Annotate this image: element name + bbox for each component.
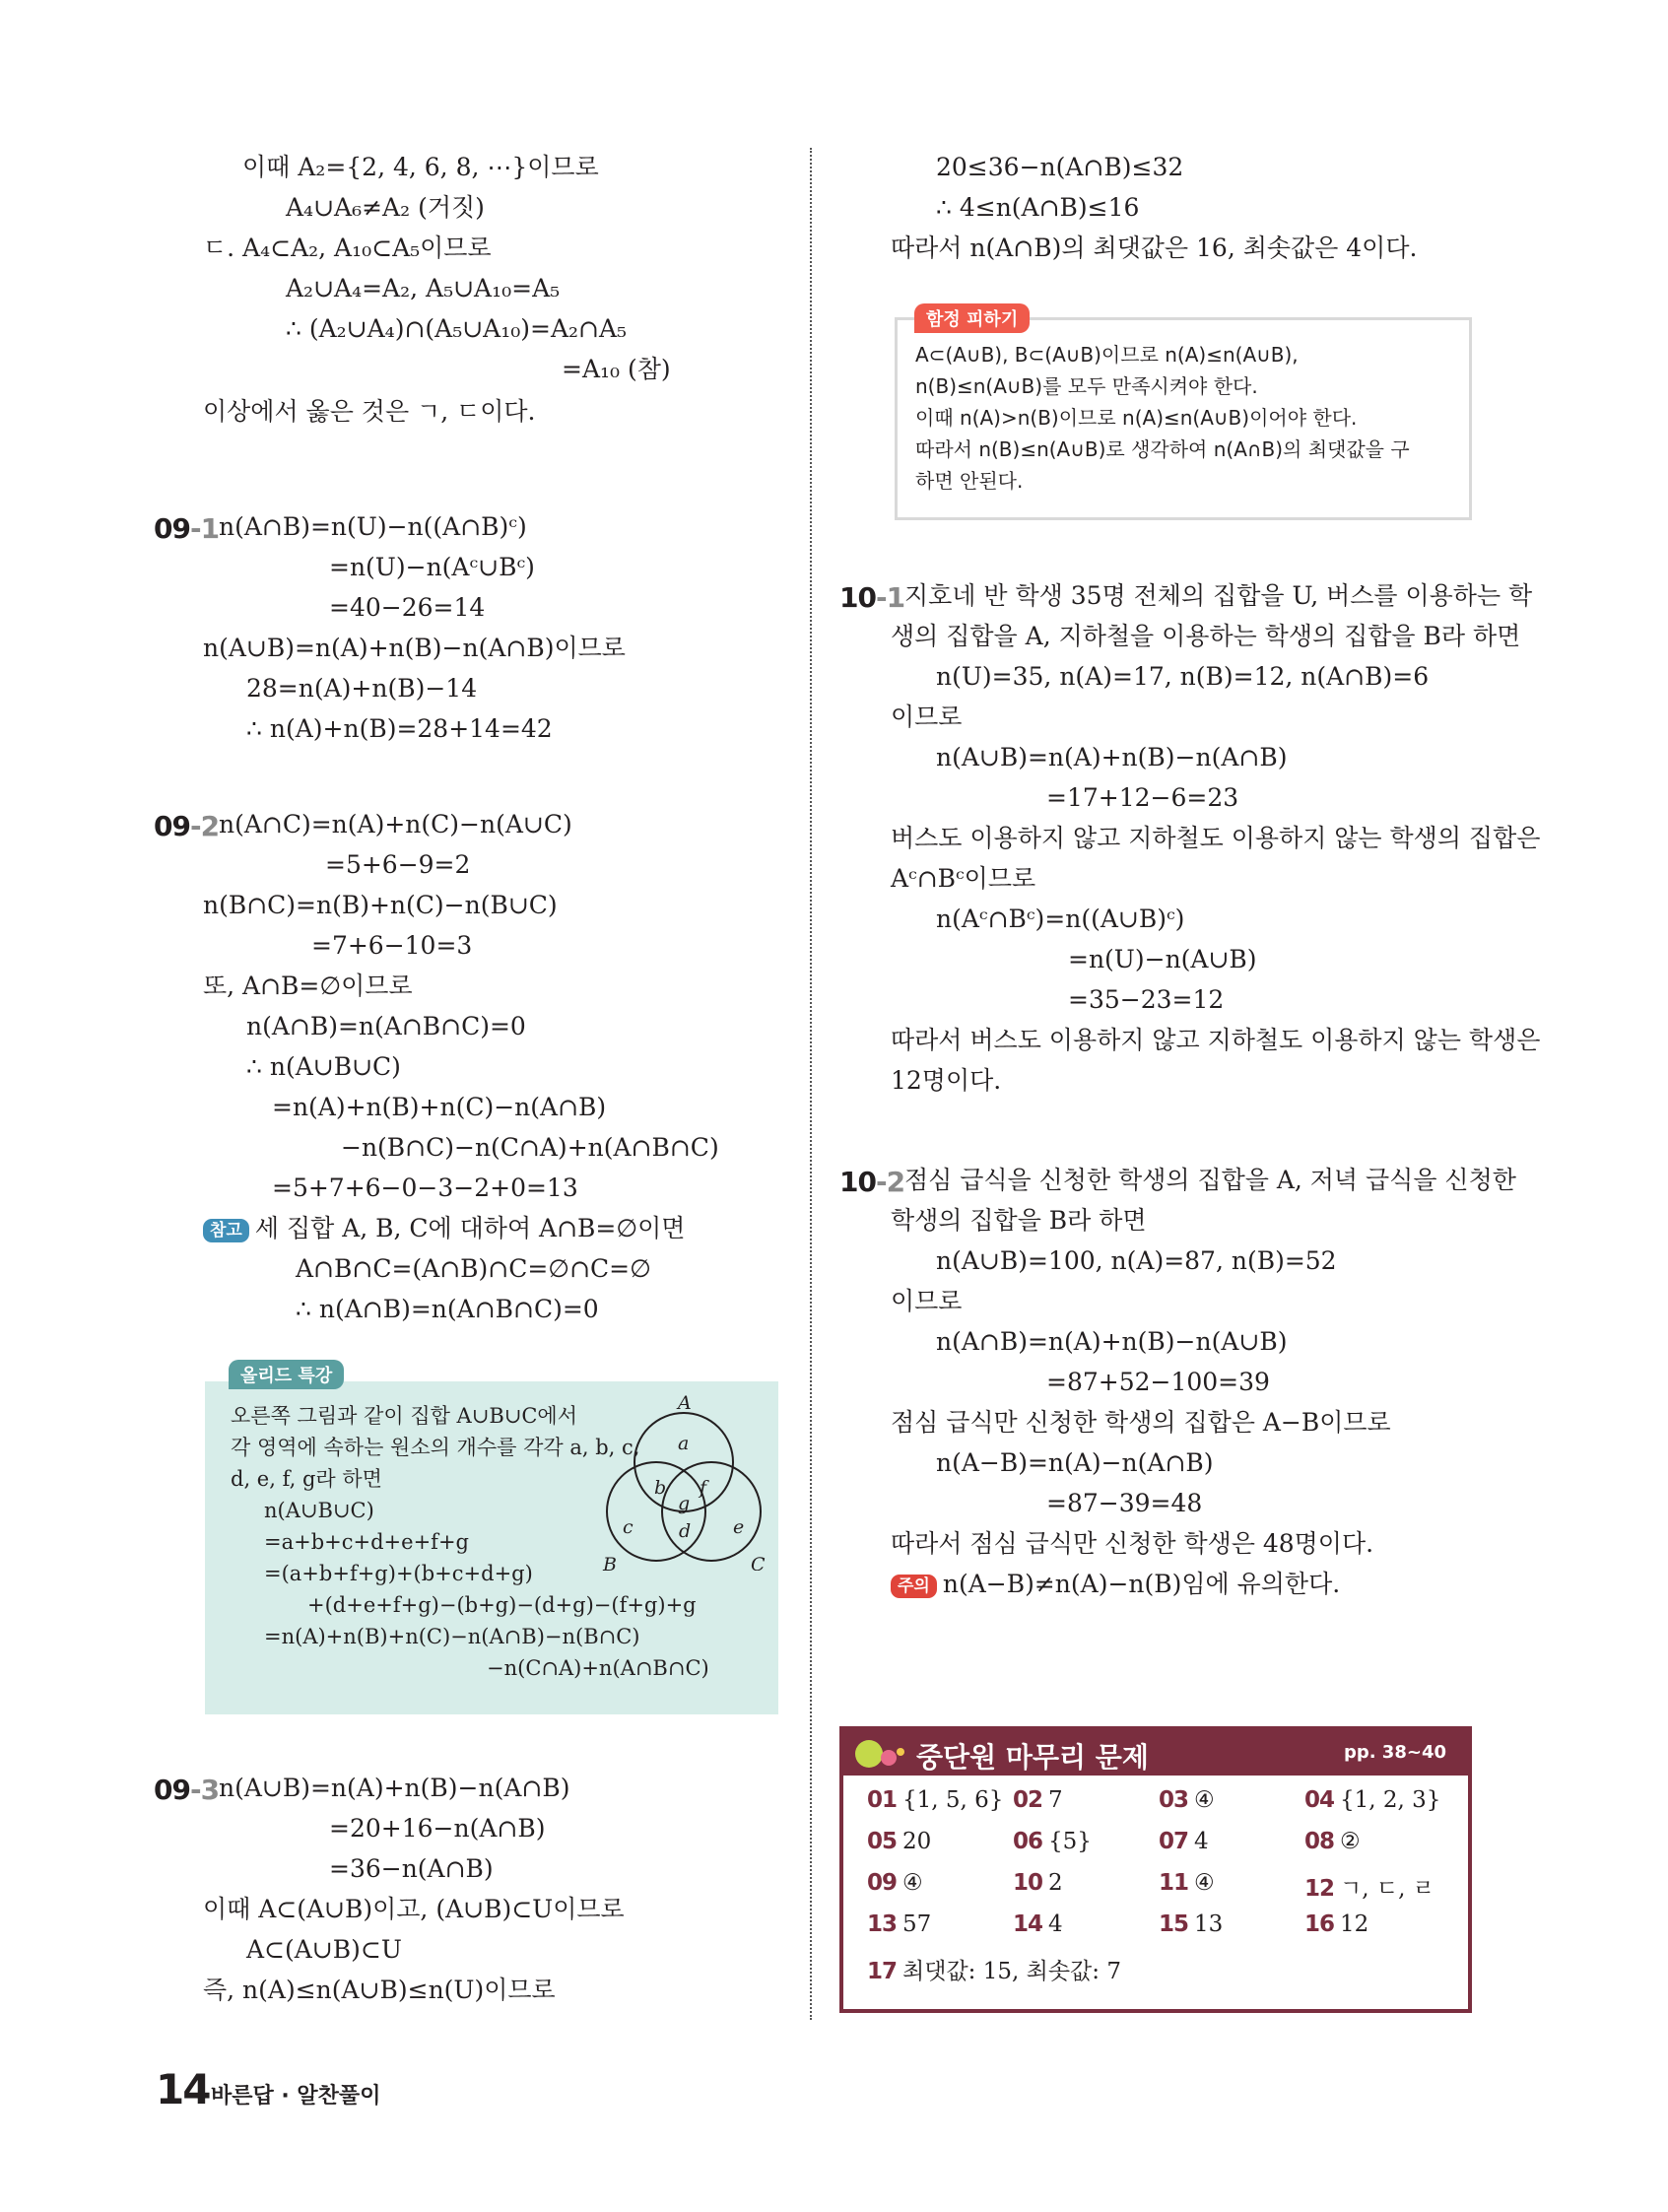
text-line: 학생의 집합을 B라 하면 [891, 1206, 1147, 1235]
text-line: n(A−B)=n(A)−n(A∩B) [936, 1448, 1214, 1477]
text-line: =n(U)−n(Aᶜ∪Bᶜ) [329, 553, 535, 581]
chapter-review-pages: pp. 38~40 [1343, 1742, 1446, 1763]
text-line: n(A∩C)=n(A)+n(C)−n(A∪C) [219, 810, 572, 838]
text-line: 따라서 점심 급식만 신청한 학생은 48명이다. [891, 1529, 1374, 1558]
special-lecture-tag: 올리드 특강 [229, 1360, 344, 1389]
note-line: 주의 n(A−B)≠n(A)−n(B)임에 유의한다. [891, 1570, 1340, 1599]
text-line: =40−26=14 [329, 593, 486, 622]
chapter-review-header [843, 1730, 1468, 1776]
text-line: =87−39=48 [1046, 1489, 1203, 1517]
venn-region-label: g [678, 1493, 691, 1514]
text-line: =n(A)+n(B)+n(C)−n(A∩B)−n(B∩C) [264, 1625, 640, 1648]
text-line: =5+6−9=2 [325, 850, 471, 879]
text-line: Aᶜ∩Bᶜ이므로 [891, 864, 1036, 893]
text-line: n(B)≤n(A∪B)를 모두 만족시켜야 한다. [915, 374, 1258, 398]
venn-region-label: b [654, 1477, 667, 1499]
answer-item: 07 4 [1159, 1829, 1209, 1854]
text-line: 지호네 반 학생 35명 전체의 집합을 U, 버스를 이용하는 학 [904, 581, 1533, 610]
trap-warning-tag: 함정 피하기 [914, 303, 1030, 333]
answer-item: 16 12 [1304, 1911, 1369, 1937]
chapter-review-title: 중단원 마무리 문제 [916, 1741, 1149, 1774]
text-line: =5+7+6−0−3−2+0=13 [272, 1173, 578, 1202]
answer-item: 14 4 [1013, 1911, 1063, 1937]
text-line: n(A∪B∪C) [264, 1499, 374, 1522]
text-line: +(d+e+f+g)−(b+g)−(d+g)−(f+g)+g [307, 1593, 697, 1617]
venn-region-label: a [678, 1433, 690, 1454]
answer-item: 06 {5} [1013, 1829, 1092, 1854]
text-line: 이때 A⊂(A∪B)이고, (A∪B)⊂U이므로 [203, 1895, 625, 1923]
answer-item: 08 ② [1304, 1829, 1361, 1854]
text-line: =35−23=12 [1068, 985, 1225, 1014]
text-line: 오른쪽 그림과 같이 집합 A∪B∪C에서 [231, 1404, 577, 1428]
column-divider [810, 148, 812, 2020]
text-line: n(B∩C)=n(B)+n(C)−n(B∪C) [203, 891, 558, 919]
text-line: 12명이다. [891, 1066, 1002, 1095]
venn-diagram [595, 1395, 772, 1571]
venn-set-label: C [751, 1554, 766, 1571]
text-line: =87+52−100=39 [1046, 1368, 1270, 1396]
text-line: 각 영역에 속하는 원소의 개수를 각각 a, b, c, [231, 1436, 640, 1459]
chapter-review-answers [839, 1726, 1472, 2013]
venn-region-label: d [679, 1520, 692, 1542]
answer-item: 15 13 [1159, 1911, 1224, 1937]
caution-tag: 주의 [891, 1575, 937, 1598]
text-line: ∴ n(A∩B)=n(A∩B∩C)=0 [296, 1295, 599, 1323]
venn-region-label: f [700, 1477, 707, 1499]
answer-item: 17 최댓값: 15, 최솟값: 7 [867, 1959, 1121, 1984]
text-line: =17+12−6=23 [1046, 783, 1239, 812]
text-line: ∴ (A₂∪A₄)∩(A₅∪A₁₀)=A₂∩A₅ [286, 314, 628, 343]
text-line: 따라서 n(B)≤n(A∪B)로 생각하여 n(A∩B)의 최댓값을 구 [915, 437, 1410, 461]
text-line: 생의 집합을 A, 지하철을 이용하는 학생의 집합을 B라 하면 [891, 622, 1521, 650]
text-line: =(a+b+f+g)+(b+c+d+g) [264, 1562, 533, 1585]
text-line: 20≤36−n(A∩B)≤32 [936, 153, 1184, 181]
text-line: =n(A)+n(B)+n(C)−n(A∩B) [272, 1093, 607, 1121]
text-line: A₂∪A₄=A₂, A₅∪A₁₀=A₅ [286, 274, 561, 302]
answer-item: 03 ④ [1159, 1787, 1215, 1813]
text-line: ㄷ. A₄⊂A₂, A₁₀⊂A₅이므로 [203, 234, 492, 262]
book-label: 바른답 · 알찬풀이 [211, 2084, 381, 2109]
text-line: n(A∩B)=n(U)−n((A∩B)ᶜ) [219, 512, 527, 541]
venn-region-label: e [733, 1516, 745, 1538]
note-tag: 참고 [203, 1219, 249, 1242]
text-line: A₄∪A₆≠A₂ (거짓) [286, 193, 485, 222]
text-line: n(A∪B)=n(A)+n(B)−n(A∩B) [936, 743, 1288, 771]
text-line: 이므로 [891, 1287, 963, 1315]
decorative-leaf-icon [849, 1734, 912, 1774]
text-line: 이때 A₂={2, 4, 6, 8, ⋯}이므로 [242, 153, 599, 181]
answer-item: 12 ㄱ, ㄷ, ㄹ [1304, 1876, 1434, 1902]
text-line: =A₁₀ (참) [562, 355, 671, 383]
answer-item: 04 {1, 2, 3} [1304, 1787, 1441, 1813]
answer-item: 01 {1, 5, 6} [867, 1787, 1004, 1813]
text-line: d, e, f, g라 하면 [231, 1467, 382, 1491]
text-line: A⊂(A∪B), B⊂(A∪B)이므로 n(A)≤n(A∪B), [915, 343, 1299, 367]
text-line: n(U)=35, n(A)=17, n(B)=12, n(A∩B)=6 [936, 662, 1430, 691]
text-line: ∴ n(A∪B∪C) [246, 1052, 401, 1081]
text-line: A∩B∩C=(A∩B)∩C=∅∩C=∅ [296, 1254, 651, 1283]
trap-warning-box [895, 317, 1472, 520]
text-line: 버스도 이용하지 않고 지하철도 이용하지 않는 학생의 집합은 [891, 824, 1541, 852]
special-lecture-box [205, 1381, 778, 1714]
text-line: 점심 급식만 신청한 학생의 집합은 A−B이므로 [891, 1408, 1391, 1437]
text-line: 점심 급식을 신청한 학생의 집합을 A, 저녁 급식을 신청한 [904, 1166, 1516, 1194]
text-line: n(A∩B)=n(A∩B∩C)=0 [246, 1012, 526, 1040]
text-line: −n(B∩C)−n(C∩A)+n(A∩B∩C) [341, 1133, 719, 1162]
venn-set-label: B [603, 1554, 617, 1571]
text-line: A⊂(A∪B)⊂U [246, 1935, 402, 1964]
text-line: 28=n(A)+n(B)−14 [246, 674, 478, 703]
text-line: =36−n(A∩B) [329, 1854, 494, 1883]
venn-set-label: A [678, 1395, 692, 1414]
answer-item: 11 ④ [1159, 1870, 1215, 1896]
problem-label-10-2: 10-2 [839, 1166, 905, 1198]
text-line: =a+b+c+d+e+f+g [264, 1530, 469, 1554]
text-line: =n(U)−n(A∪B) [1068, 945, 1257, 973]
text-line: =20+16−n(A∩B) [329, 1814, 546, 1843]
answer-item: 09 ④ [867, 1870, 923, 1896]
answer-item: 13 57 [867, 1911, 932, 1937]
answer-item: 05 20 [867, 1829, 932, 1854]
problem-label-10-1: 10-1 [839, 581, 905, 614]
text-line: ∴ 4≤n(A∩B)≤16 [936, 193, 1140, 222]
text-line: 따라서 n(A∩B)의 최댓값은 16, 최솟값은 4이다. [891, 234, 1418, 262]
text-line: n(A∪B)=100, n(A)=87, n(B)=52 [936, 1246, 1337, 1275]
text-line: −n(C∩A)+n(A∩B∩C) [487, 1656, 709, 1680]
text-line: 이상에서 옳은 것은 ㄱ, ㄷ이다. [203, 397, 536, 426]
problem-label-09-3: 09-3 [154, 1774, 220, 1806]
text-line: n(A∪B)=n(A)+n(B)−n(A∩B)이므로 [203, 634, 626, 662]
venn-region-label: c [623, 1516, 634, 1538]
note-line: 참고 세 집합 A, B, C에 대하여 A∩B=∅이면 [203, 1214, 685, 1243]
text-line: 즉, n(A)≤n(A∪B)≤n(U)이므로 [203, 1976, 556, 2004]
text-line: 이므로 [891, 703, 963, 731]
page-number: 14 [156, 2065, 210, 2113]
text-line: n(Aᶜ∩Bᶜ)=n((A∪B)ᶜ) [936, 905, 1185, 933]
text-line: 하면 안된다. [915, 469, 1024, 493]
problem-label-09-1: 09-1 [154, 512, 220, 545]
text-line: 따라서 버스도 이용하지 않고 지하철도 이용하지 않는 학생은 [891, 1026, 1541, 1054]
answer-item: 10 2 [1013, 1870, 1063, 1896]
text-line: n(A∪B)=n(A)+n(B)−n(A∩B) [219, 1774, 570, 1802]
text-line: ∴ n(A)+n(B)=28+14=42 [246, 714, 553, 743]
answer-item: 02 7 [1013, 1787, 1063, 1813]
text-line: n(A∩B)=n(A)+n(B)−n(A∪B) [936, 1327, 1288, 1356]
text-line: 또, A∩B=∅이므로 [203, 972, 413, 1000]
problem-label-09-2: 09-2 [154, 810, 220, 842]
text-line: =7+6−10=3 [311, 931, 473, 960]
text-line: 이때 n(A)>n(B)이므로 n(A)≤n(A∪B)이어야 한다. [915, 406, 1358, 430]
